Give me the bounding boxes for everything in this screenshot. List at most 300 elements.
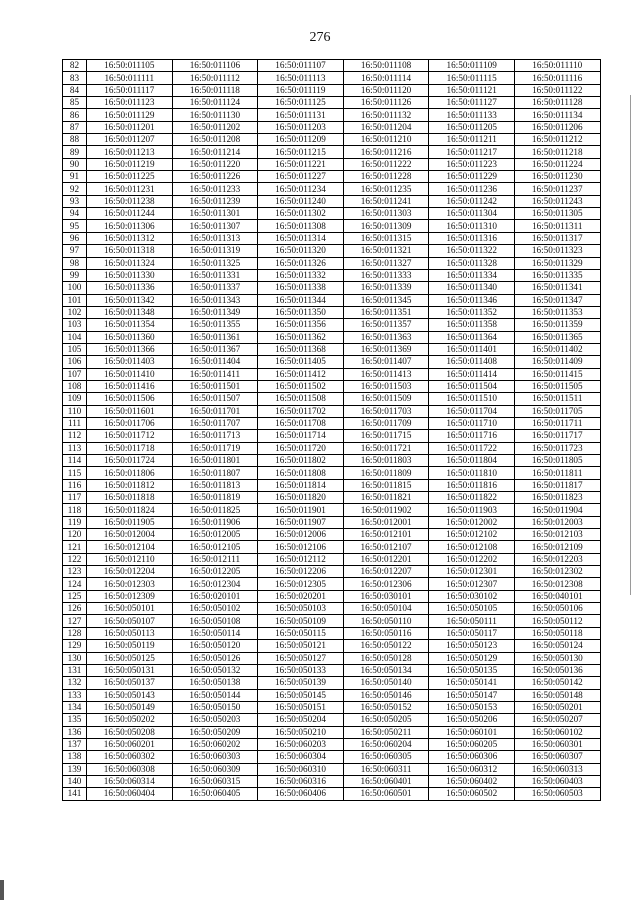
cadastral-number-cell: 16:50:011349: [172, 306, 258, 318]
cadastral-number-cell: 16:50:011709: [343, 417, 429, 429]
cadastral-number-cell: 16:50:012305: [258, 578, 344, 590]
cadastral-number-cell: 16:50:011210: [343, 134, 429, 146]
row-number-cell: 109: [63, 393, 87, 405]
cadastral-number-cell: 16:50:050126: [172, 652, 258, 664]
cadastral-number-cell: 16:50:011405: [258, 356, 344, 368]
cadastral-number-cell: 16:50:011302: [258, 208, 344, 220]
cadastral-number-cell: 16:50:011333: [343, 269, 429, 281]
cadastral-number-cell: 16:50:060306: [429, 751, 515, 763]
cadastral-number-cell: 16:50:011810: [429, 467, 515, 479]
cadastral-number-cell: 16:50:011714: [258, 430, 344, 442]
table-row: [63, 220, 601, 232]
cadastral-number-cell: 16:50:011201: [87, 121, 173, 133]
cadastral-number-cell: 16:50:011505: [514, 380, 600, 392]
table-row: [63, 343, 601, 355]
cadastral-number-cell: 16:50:011234: [258, 183, 344, 195]
table-row: [63, 417, 601, 429]
cadastral-number-cell: 16:50:050115: [258, 627, 344, 639]
cadastral-number-cell: 16:50:011711: [514, 417, 600, 429]
cadastral-number-cell: 16:50:011130: [172, 109, 258, 121]
cadastral-number-cell: 16:50:011224: [514, 158, 600, 170]
cadastral-number-cell: 16:50:011325: [172, 257, 258, 269]
cadastral-number-cell: 16:50:011310: [429, 220, 515, 232]
cadastral-number-cell: 16:50:011812: [87, 479, 173, 491]
cadastral-number-cell: 16:50:011229: [429, 171, 515, 183]
cadastral-number-cell: 16:50:011601: [87, 405, 173, 417]
row-number-cell: 99: [63, 269, 87, 281]
cadastral-number-cell: 16:50:060313: [514, 763, 600, 775]
cadastral-number-cell: 16:50:011360: [87, 331, 173, 343]
cadastral-number-cell: 16:50:012108: [429, 541, 515, 553]
row-number-cell: 95: [63, 220, 87, 232]
cadastral-number-cell: 16:50:050211: [343, 726, 429, 738]
cadastral-number-cell: 16:50:011722: [429, 442, 515, 454]
cadastral-number-cell: 16:50:050131: [87, 664, 173, 676]
cadastral-number-cell: 16:50:011225: [87, 171, 173, 183]
cadastral-number-cell: 16:50:050128: [343, 652, 429, 664]
cadastral-number-cell: 16:50:011235: [343, 183, 429, 195]
cadastral-number-cell: 16:50:012109: [514, 541, 600, 553]
cadastral-number-cell: 16:50:011236: [429, 183, 515, 195]
cadastral-number-cell: 16:50:011320: [258, 245, 344, 257]
cadastral-number-cell: 16:50:011363: [343, 331, 429, 343]
cadastral-number-cell: 16:50:012304: [172, 578, 258, 590]
row-number-cell: 135: [63, 714, 87, 726]
cadastral-number-cell: 16:50:050153: [429, 701, 515, 713]
row-number-cell: 120: [63, 529, 87, 541]
cadastral-number-cell: 16:50:012307: [429, 578, 515, 590]
table-row: [63, 677, 601, 689]
scan-artifact-line: [630, 95, 631, 595]
cadastral-number-cell: 16:50:050152: [343, 701, 429, 713]
table-row: [63, 245, 601, 257]
cadastral-number-cell: 16:50:060310: [258, 763, 344, 775]
cadastral-number-cell: 16:50:050119: [87, 640, 173, 652]
row-number-cell: 121: [63, 541, 87, 553]
cadastral-number-cell: 16:50:011719: [172, 442, 258, 454]
cadastral-number-cell: 16:50:011701: [172, 405, 258, 417]
cadastral-number-cell: 16:50:060304: [258, 751, 344, 763]
cadastral-number-cell: 16:50:011337: [172, 282, 258, 294]
table-row: [63, 701, 601, 713]
cadastral-number-cell: 16:50:011118: [172, 84, 258, 96]
cadastral-number-cell: 16:50:011807: [172, 467, 258, 479]
cadastral-number-cell: 16:50:011365: [514, 331, 600, 343]
cadastral-number-cell: 16:50:011244: [87, 208, 173, 220]
cadastral-number-cell: 16:50:020201: [258, 590, 344, 602]
cadastral-number-cell: 16:50:011367: [172, 343, 258, 355]
table-row: [63, 282, 601, 294]
cadastral-number-cell: 16:50:011903: [429, 504, 515, 516]
row-number-cell: 107: [63, 368, 87, 380]
cadastral-number-cell: 16:50:050133: [258, 664, 344, 676]
cadastral-number-cell: 16:50:011306: [87, 220, 173, 232]
scan-artifact-edge: [0, 880, 4, 900]
cadastral-number-cell: 16:50:012105: [172, 541, 258, 553]
cadastral-number-cell: 16:50:011228: [343, 171, 429, 183]
cadastral-number-cell: 16:50:011407: [343, 356, 429, 368]
row-number-cell: 94: [63, 208, 87, 220]
cadastral-number-cell: 16:50:011723: [514, 442, 600, 454]
row-number-cell: 101: [63, 294, 87, 306]
cadastral-number-cell: 16:50:011414: [429, 368, 515, 380]
cadastral-number-cell: 16:50:050134: [343, 664, 429, 676]
row-number-cell: 131: [63, 664, 87, 676]
cadastral-number-cell: 16:50:050150: [172, 701, 258, 713]
cadastral-number-cell: 16:50:011133: [429, 109, 515, 121]
cadastral-number-cell: 16:50:011243: [514, 195, 600, 207]
cadastral-number-cell: 16:50:011113: [258, 72, 344, 84]
table-row: [63, 775, 601, 787]
row-number-cell: 125: [63, 590, 87, 602]
cadastral-number-cell: 16:50:060303: [172, 751, 258, 763]
table-row: [63, 109, 601, 121]
cadastral-number-cell: 16:50:011239: [172, 195, 258, 207]
cadastral-number-cell: 16:50:011352: [429, 306, 515, 318]
cadastral-number-cell: 16:50:050108: [172, 615, 258, 627]
cadastral-number-cell: 16:50:011354: [87, 319, 173, 331]
cadastral-number-cell: 16:50:050105: [429, 603, 515, 615]
table-row: [63, 738, 601, 750]
cadastral-number-cell: 16:50:011353: [514, 306, 600, 318]
cadastral-number-cell: 16:50:050136: [514, 664, 600, 676]
row-number-cell: 141: [63, 788, 87, 800]
cadastral-number-cell: 16:50:011355: [172, 319, 258, 331]
cadastral-number-cell: 16:50:011808: [258, 467, 344, 479]
cadastral-number-cell: 16:50:011120: [343, 84, 429, 96]
cadastral-number-cell: 16:50:012107: [343, 541, 429, 553]
cadastral-number-cell: 16:50:011905: [87, 516, 173, 528]
cadastral-number-cell: 16:50:011307: [172, 220, 258, 232]
cadastral-number-cell: 16:50:011416: [87, 380, 173, 392]
cadastral-number-cell: 16:50:012001: [343, 516, 429, 528]
cadastral-number-cell: 16:50:012104: [87, 541, 173, 553]
row-number-cell: 100: [63, 282, 87, 294]
cadastral-number-cell: 16:50:011805: [514, 455, 600, 467]
cadastral-number-cell: 16:50:012005: [172, 529, 258, 541]
cadastral-number-cell: 16:50:011502: [258, 380, 344, 392]
table-row: [63, 640, 601, 652]
cadastral-number-cell: 16:50:050138: [172, 677, 258, 689]
table-row: [63, 306, 601, 318]
cadastral-number-cell: 16:50:060101: [429, 726, 515, 738]
cadastral-number-cell: 16:50:011326: [258, 257, 344, 269]
cadastral-number-cell: 16:50:011117: [87, 84, 173, 96]
table-row: [63, 714, 601, 726]
cadastral-number-cell: 16:50:011415: [514, 368, 600, 380]
cadastral-number-cell: 16:50:011223: [429, 158, 515, 170]
table-row: [63, 319, 601, 331]
cadastral-number-cell: 16:50:012106: [258, 541, 344, 553]
cadastral-number-cell: 16:50:050139: [258, 677, 344, 689]
row-number-cell: 112: [63, 430, 87, 442]
cadastral-number-cell: 16:50:060201: [87, 738, 173, 750]
cadastral-number-cell: 16:50:011219: [87, 158, 173, 170]
cadastral-number-cell: 16:50:012207: [343, 566, 429, 578]
table-row: [63, 627, 601, 639]
cadastral-number-cell: 16:50:011112: [172, 72, 258, 84]
cadastral-number-cell: 16:50:050104: [343, 603, 429, 615]
cadastral-number-cell: 16:50:060203: [258, 738, 344, 750]
cadastral-number-cell: 16:50:011716: [429, 430, 515, 442]
cadastral-number-cell: 16:50:011506: [87, 393, 173, 405]
cadastral-number-cell: 16:50:060401: [343, 775, 429, 787]
cadastral-number-cell: 16:50:011359: [514, 319, 600, 331]
cadastral-number-cell: 16:50:060402: [429, 775, 515, 787]
table-row: [63, 590, 601, 602]
cadastral-number-cell: 16:50:011816: [429, 479, 515, 491]
table-row: [63, 566, 601, 578]
cadastral-number-cell: 16:50:011351: [343, 306, 429, 318]
cadastral-number-cell: 16:50:011338: [258, 282, 344, 294]
cadastral-number-cell: 16:50:011121: [429, 84, 515, 96]
cadastral-number-cell: 16:50:011368: [258, 343, 344, 355]
cadastral-number-cell: 16:50:050121: [258, 640, 344, 652]
table-row: [63, 652, 601, 664]
cadastral-number-cell: 16:50:012002: [429, 516, 515, 528]
table-row: [63, 751, 601, 763]
table-row: [63, 788, 601, 800]
table-row: [63, 393, 601, 405]
cadastral-number-cell: 16:50:011218: [514, 146, 600, 158]
cadastral-number-cell: 16:50:011339: [343, 282, 429, 294]
cadastral-number-cell: 16:50:011511: [514, 393, 600, 405]
cadastral-number-cell: 16:50:011328: [429, 257, 515, 269]
cadastral-number-cell: 16:50:050205: [343, 714, 429, 726]
cadastral-number-cell: 16:50:011105: [87, 60, 173, 72]
cadastral-number-cell: 16:50:060311: [343, 763, 429, 775]
table-row: [63, 171, 601, 183]
cadastral-number-cell: 16:50:011317: [514, 232, 600, 244]
cadastral-number-cell: 16:50:050110: [343, 615, 429, 627]
row-number-cell: 123: [63, 566, 87, 578]
cadastral-number-cell: 16:50:011818: [87, 492, 173, 504]
cadastral-number-cell: 16:50:060312: [429, 763, 515, 775]
cadastral-number-cell: 16:50:012301: [429, 566, 515, 578]
cadastral-number-cell: 16:50:050112: [514, 615, 600, 627]
cadastral-number-cell: 16:50:011240: [258, 195, 344, 207]
cadastral-number-cell: 16:50:011704: [429, 405, 515, 417]
row-number-cell: 128: [63, 627, 87, 639]
cadastral-number-cell: 16:50:011901: [258, 504, 344, 516]
table-row: [63, 158, 601, 170]
cadastral-number-cell: 16:50:011345: [343, 294, 429, 306]
cadastral-number-cell: 16:50:011304: [429, 208, 515, 220]
cadastral-number-cell: 16:50:060502: [429, 788, 515, 800]
row-number-cell: 82: [63, 60, 87, 72]
cadastral-number-cell: 16:50:011233: [172, 183, 258, 195]
table-row: [63, 60, 601, 72]
row-number-cell: 93: [63, 195, 87, 207]
cadastral-number-cell: 16:50:030101: [343, 590, 429, 602]
row-number-cell: 91: [63, 171, 87, 183]
cadastral-number-cell: 16:50:011501: [172, 380, 258, 392]
cadastral-number-cell: 16:50:011329: [514, 257, 600, 269]
table-row: [63, 121, 601, 133]
cadastral-number-cell: 16:50:050137: [87, 677, 173, 689]
cadastral-number-cell: 16:50:050123: [429, 640, 515, 652]
cadastral-number-cell: 16:50:011344: [258, 294, 344, 306]
cadastral-number-cell: 16:50:011361: [172, 331, 258, 343]
cadastral-number-cell: 16:50:011227: [258, 171, 344, 183]
cadastral-number-cell: 16:50:011213: [87, 146, 173, 158]
cadastral-number-cell: 16:50:011115: [429, 72, 515, 84]
cadastral-number-cell: 16:50:011819: [172, 492, 258, 504]
cadastral-number-cell: 16:50:011126: [343, 97, 429, 109]
cadastral-number-cell: 16:50:050151: [258, 701, 344, 713]
table-row: [63, 195, 601, 207]
cadastral-number-cell: 16:50:050116: [343, 627, 429, 639]
cadastral-number-cell: 16:50:011332: [258, 269, 344, 281]
table-row: [63, 578, 601, 590]
row-number-cell: 113: [63, 442, 87, 454]
cadastral-number-cell: 16:50:060301: [514, 738, 600, 750]
cadastral-number-cell: 16:50:060315: [172, 775, 258, 787]
cadastral-number-cell: 16:50:011804: [429, 455, 515, 467]
row-number-cell: 105: [63, 343, 87, 355]
cadastral-number-cell: 16:50:011131: [258, 109, 344, 121]
cadastral-number-cell: 16:50:012302: [514, 566, 600, 578]
cadastral-number-cell: 16:50:012306: [343, 578, 429, 590]
table-row: [63, 689, 601, 701]
cadastral-number-cell: 16:50:011343: [172, 294, 258, 306]
cadastral-number-cell: 16:50:050204: [258, 714, 344, 726]
cadastral-number-cell: 16:50:011122: [514, 84, 600, 96]
cadastral-number-cell: 16:50:011305: [514, 208, 600, 220]
cadastral-number-cell: 16:50:011409: [514, 356, 600, 368]
cadastral-number-cell: 16:50:050102: [172, 603, 258, 615]
cadastral-number-cell: 16:50:011346: [429, 294, 515, 306]
cadastral-number-cell: 16:50:011208: [172, 134, 258, 146]
cadastral-number-cell: 16:50:050117: [429, 627, 515, 639]
row-number-cell: 133: [63, 689, 87, 701]
table-row: [63, 726, 601, 738]
table-row: [63, 232, 601, 244]
cadastral-number-cell: 16:50:060503: [514, 788, 600, 800]
cadastral-number-cell: 16:50:011824: [87, 504, 173, 516]
cadastral-number-cell: 16:50:011811: [514, 467, 600, 479]
cadastral-number-cell: 16:50:011803: [343, 455, 429, 467]
cadastral-number-cell: 16:50:011119: [258, 84, 344, 96]
cadastral-number-cell: 16:50:011322: [429, 245, 515, 257]
cadastral-number-cell: 16:50:011222: [343, 158, 429, 170]
table-row: [63, 72, 601, 84]
cadastral-number-cell: 16:50:011362: [258, 331, 344, 343]
cadastral-number-cell: 16:50:012112: [258, 553, 344, 565]
cadastral-number-cell: 16:50:011364: [429, 331, 515, 343]
cadastral-number-cell: 16:50:011318: [87, 245, 173, 257]
cadastral-number-cell: 16:50:020101: [172, 590, 258, 602]
cadastral-number-cell: 16:50:012003: [514, 516, 600, 528]
cadastral-number-cell: 16:50:011215: [258, 146, 344, 158]
cadastral-number-cell: 16:50:050143: [87, 689, 173, 701]
cadastral-number-cell: 16:50:011823: [514, 492, 600, 504]
cadastral-number-cell: 16:50:050209: [172, 726, 258, 738]
cadastral-number-cell: 16:50:011821: [343, 492, 429, 504]
cadastral-number-cell: 16:50:011327: [343, 257, 429, 269]
cadastral-number-cell: 16:50:011902: [343, 504, 429, 516]
cadastral-number-cell: 16:50:011814: [258, 479, 344, 491]
cadastral-number-cell: 16:50:011241: [343, 195, 429, 207]
table-row: [63, 442, 601, 454]
cadastral-number-cell: 16:50:011358: [429, 319, 515, 331]
row-number-cell: 108: [63, 380, 87, 392]
cadastral-number-cell: 16:50:011718: [87, 442, 173, 454]
cadastral-number-cell: 16:50:011125: [258, 97, 344, 109]
cadastral-number-cell: 16:50:011123: [87, 97, 173, 109]
cadastral-number-cell: 16:50:011507: [172, 393, 258, 405]
cadastral-number-cell: 16:50:050148: [514, 689, 600, 701]
cadastral-number-cell: 16:50:050129: [429, 652, 515, 664]
row-number-cell: 111: [63, 417, 87, 429]
table-row: [63, 504, 601, 516]
cadastral-number-cell: 16:50:050149: [87, 701, 173, 713]
row-number-cell: 139: [63, 763, 87, 775]
table-body: [63, 60, 601, 801]
cadastral-number-cell: 16:50:011230: [514, 171, 600, 183]
cadastral-number-cell: 16:50:011410: [87, 368, 173, 380]
table-row: [63, 405, 601, 417]
cadastral-number-cell: 16:50:050141: [429, 677, 515, 689]
cadastral-number-cell: 16:50:050135: [429, 664, 515, 676]
cadastral-number-cell: 16:50:012205: [172, 566, 258, 578]
row-number-cell: 104: [63, 331, 87, 343]
cadastral-number-cell: 16:50:060305: [343, 751, 429, 763]
cadastral-number-cell: 16:50:060405: [172, 788, 258, 800]
cadastral-number-cell: 16:50:011806: [87, 467, 173, 479]
cadastral-number-cell: 16:50:050124: [514, 640, 600, 652]
cadastral-number-cell: 16:50:050125: [87, 652, 173, 664]
cadastral-number-cell: 16:50:011209: [258, 134, 344, 146]
cadastral-number-cell: 16:50:011106: [172, 60, 258, 72]
cadastral-number-cell: 16:50:050147: [429, 689, 515, 701]
row-number-cell: 137: [63, 738, 87, 750]
cadastral-number-table: [62, 59, 601, 801]
cadastral-number-cell: 16:50:011319: [172, 245, 258, 257]
row-number-cell: 122: [63, 553, 87, 565]
cadastral-number-cell: 16:50:050122: [343, 640, 429, 652]
cadastral-number-cell: 16:50:050111: [429, 615, 515, 627]
cadastral-number-cell: 16:50:012004: [87, 529, 173, 541]
cadastral-number-cell: 16:50:060406: [258, 788, 344, 800]
cadastral-number-cell: 16:50:011721: [343, 442, 429, 454]
table-row: [63, 529, 601, 541]
cadastral-number-cell: 16:50:050203: [172, 714, 258, 726]
cadastral-number-cell: 16:50:012309: [87, 590, 173, 602]
cadastral-number-cell: 16:50:011341: [514, 282, 600, 294]
table-row: [63, 553, 601, 565]
cadastral-number-cell: 16:50:011226: [172, 171, 258, 183]
cadastral-number-cell: 16:50:011815: [343, 479, 429, 491]
table-row: [63, 492, 601, 504]
cadastral-number-cell: 16:50:050201: [514, 701, 600, 713]
cadastral-number-cell: 16:50:011413: [343, 368, 429, 380]
cadastral-number-cell: 16:50:050109: [258, 615, 344, 627]
cadastral-number-cell: 16:50:011127: [429, 97, 515, 109]
cadastral-number-cell: 16:50:011336: [87, 282, 173, 294]
table-row: [63, 294, 601, 306]
row-number-cell: 124: [63, 578, 87, 590]
row-number-cell: 132: [63, 677, 87, 689]
row-number-cell: 103: [63, 319, 87, 331]
cadastral-number-cell: 16:50:011221: [258, 158, 344, 170]
row-number-cell: 97: [63, 245, 87, 257]
cadastral-number-cell: 16:50:011717: [514, 430, 600, 442]
cadastral-number-cell: 16:50:060205: [429, 738, 515, 750]
table-row: [63, 356, 601, 368]
cadastral-number-cell: 16:50:011203: [258, 121, 344, 133]
cadastral-number-cell: 16:50:011205: [429, 121, 515, 133]
